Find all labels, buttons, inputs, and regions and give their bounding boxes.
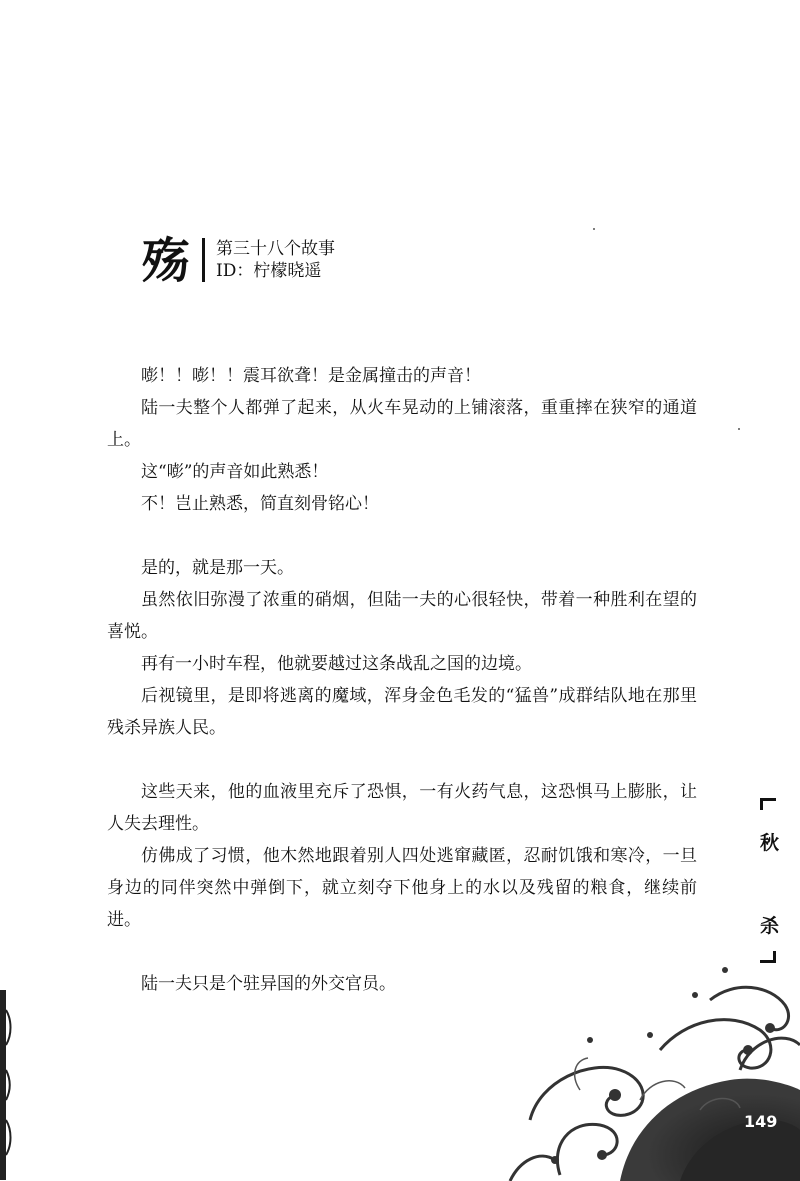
- paragraph-gap: [107, 744, 697, 776]
- paragraph: 不！岂止熟悉，简直刻骨铭心！: [141, 494, 379, 514]
- chapter-title-glyph: 殇: [142, 233, 191, 289]
- title-divider: [202, 238, 205, 282]
- paragraph: 是的，就是那一天。: [141, 558, 294, 578]
- story-body: [107, 360, 697, 1000]
- bracket-open: [760, 798, 776, 801]
- section-side-title: [758, 798, 788, 968]
- paragraph: 虽然依旧弥漫了浓重的硝烟，但陆一夫的心很轻快，带着一种胜利在望的喜悦。: [107, 590, 697, 642]
- paragraph-gap: [107, 520, 697, 552]
- floral-ornament: [500, 960, 800, 1181]
- paragraph: 再有一小时车程，他就要越过这条战乱之国的边境。: [141, 654, 532, 674]
- left-edge-ornament: [0, 990, 12, 1180]
- paragraph: 这“嘭”的声音如此熟悉！: [141, 462, 329, 482]
- paragraph: 这些天来，他的血液里充斥了恐惧，一有火药气息，这恐惧马上膨胀，让人失去理性。: [107, 782, 697, 834]
- side-title-char: 秋: [760, 832, 780, 854]
- paragraph: 陆一夫整个人都弹了起来，从火车晃动的上铺滚落，重重摔在狭窄的通道上。: [107, 398, 697, 450]
- side-title-char: 杀: [760, 915, 780, 937]
- author-id: ID：柠檬晓遥: [216, 261, 322, 281]
- paragraph: 后视镜里，是即将逃离的魔域，浑身金色毛发的“猛兽”成群结队地在那里残杀异族人民。: [107, 686, 697, 738]
- paragraph: 陆一夫只是个驻异国的外交官员。: [141, 974, 396, 994]
- paragraph: 仿佛成了习惯，他木然地跟着别人四处逃窜藏匿，忍耐饥饿和寒冷，一旦身边的同伴突然中弹倒下，就立刻夺下他身上的水以及残留的粮食，继续前进。: [107, 846, 697, 930]
- paragraph: 嘭！！嘭！！震耳欲聋！是金属撞击的声音！: [141, 366, 481, 386]
- scan-speck: [593, 228, 595, 230]
- scan-speck: [738, 428, 740, 430]
- story-number: 第三十八个故事: [216, 239, 335, 259]
- page-number: 149: [744, 1112, 778, 1131]
